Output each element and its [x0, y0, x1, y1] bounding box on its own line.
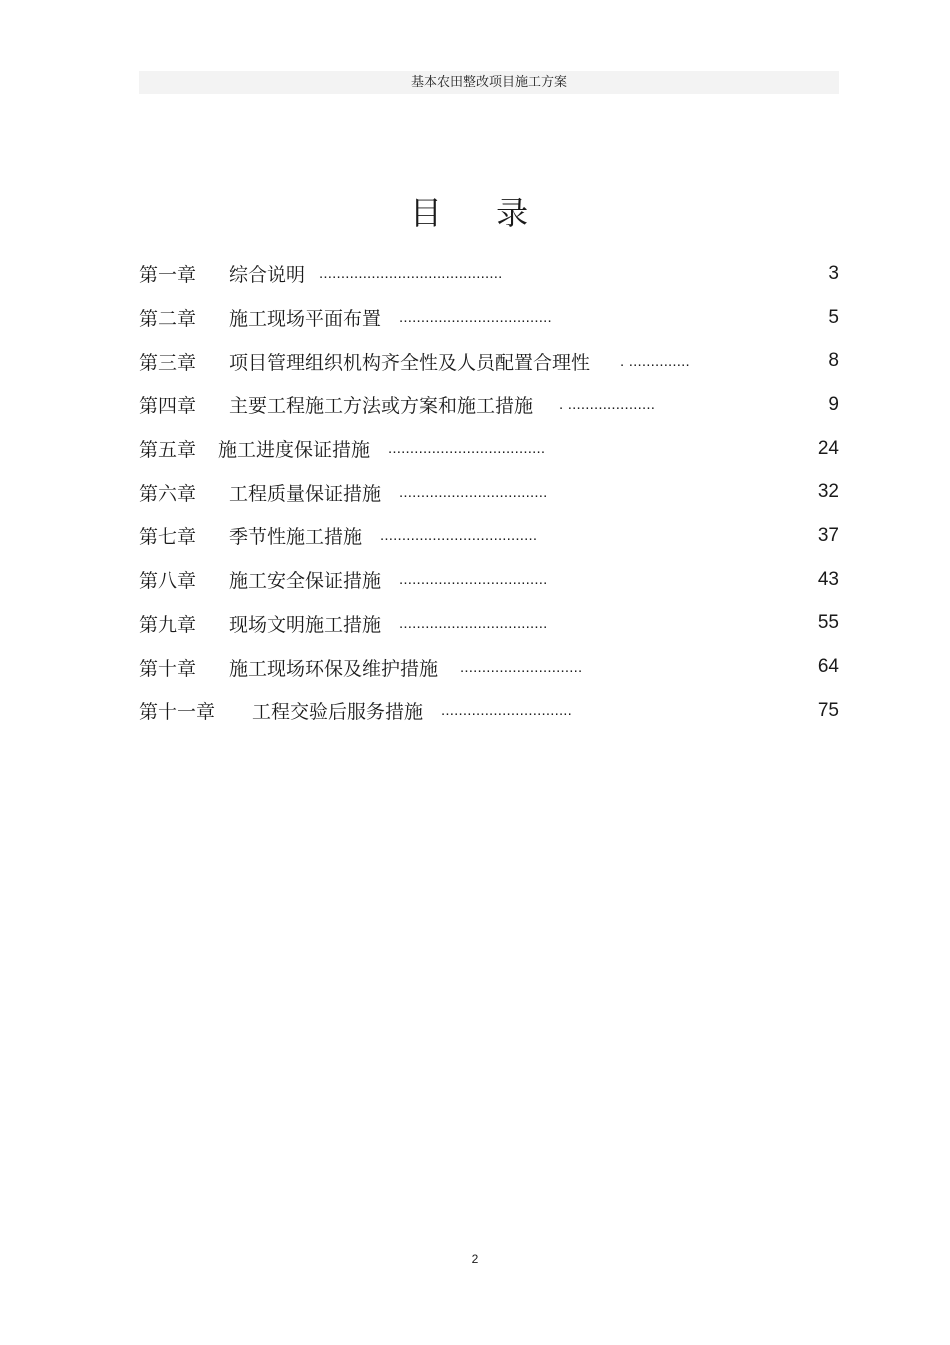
- page-number: 37: [817, 524, 839, 546]
- dot-leader: ..............................: [441, 702, 573, 720]
- chapter-number: 第八章: [139, 570, 197, 593]
- chapter-title: 工程质量保证措施: [229, 482, 382, 505]
- dot-leader: ....................................: [380, 527, 538, 545]
- page-number: 24: [817, 437, 839, 459]
- dot-leader: ..........................................: [319, 265, 503, 283]
- toc-entry[interactable]: [139, 514, 839, 558]
- chapter-title: 主要工程施工方法或方案和施工措施: [229, 395, 534, 418]
- dot-leader: ...................................: [399, 309, 552, 327]
- chapter-number: 第二章: [139, 308, 197, 331]
- dot-leader: . ..............: [620, 352, 690, 370]
- chapter-number: 第三章: [139, 351, 197, 374]
- chapter-number: 第七章: [139, 526, 197, 549]
- page-number: 75: [817, 699, 839, 721]
- dot-leader: ............................: [460, 658, 583, 676]
- chapter-title: 项目管理组织机构齐全性及人员配置合理性: [229, 351, 591, 374]
- toc-entry[interactable]: [139, 296, 839, 340]
- page-number: 32: [817, 481, 839, 503]
- chapter-number: 第六章: [139, 482, 197, 505]
- dot-leader: . ....................: [559, 396, 656, 414]
- page-number: 5: [828, 306, 839, 328]
- dot-leader: ....................................: [388, 440, 546, 458]
- toc-entry[interactable]: [139, 602, 839, 646]
- dot-leader: ..................................: [399, 614, 548, 632]
- toc-entry[interactable]: [139, 339, 839, 383]
- chapter-number: 第四章: [139, 395, 197, 418]
- chapter-number: 第十章: [139, 657, 197, 680]
- toc-entry[interactable]: [139, 252, 839, 296]
- toc-entry[interactable]: [139, 645, 839, 689]
- chapter-title: 施工安全保证措施: [229, 570, 382, 593]
- chapter-title: 施工现场环保及维护措施: [229, 657, 439, 680]
- toc-entry[interactable]: [139, 470, 839, 514]
- page-number: 9: [828, 393, 839, 415]
- dot-leader: ..................................: [399, 571, 548, 589]
- chapter-number: 第十一章: [139, 701, 216, 724]
- page-footer-number: 2: [471, 1252, 479, 1266]
- toc-entry[interactable]: [139, 383, 839, 427]
- chapter-title: 季节性施工措施: [229, 526, 363, 549]
- page-number: 55: [817, 612, 839, 634]
- running-header: 基本农田整改项目施工方案: [139, 71, 839, 94]
- page-number: 64: [817, 656, 839, 678]
- chapter-number: 第五章: [139, 439, 197, 462]
- toc-title: 目 录: [409, 194, 551, 232]
- page-number: 3: [828, 262, 839, 284]
- page-number: 43: [817, 568, 839, 590]
- table-of-contents: [139, 252, 839, 733]
- chapter-title: 施工进度保证措施: [218, 439, 371, 462]
- dot-leader: ..................................: [399, 483, 548, 501]
- chapter-title: 工程交验后服务措施: [252, 701, 424, 724]
- toc-entry[interactable]: [139, 689, 839, 733]
- chapter-number: 第九章: [139, 613, 197, 636]
- chapter-title: 施工现场平面布置: [229, 308, 382, 331]
- chapter-title: 综合说明: [229, 264, 306, 287]
- chapter-number: 第一章: [139, 264, 197, 287]
- page-number: 8: [828, 350, 839, 372]
- toc-entry[interactable]: [139, 427, 839, 471]
- chapter-title: 现场文明施工措施: [229, 613, 382, 636]
- toc-entry[interactable]: [139, 558, 839, 602]
